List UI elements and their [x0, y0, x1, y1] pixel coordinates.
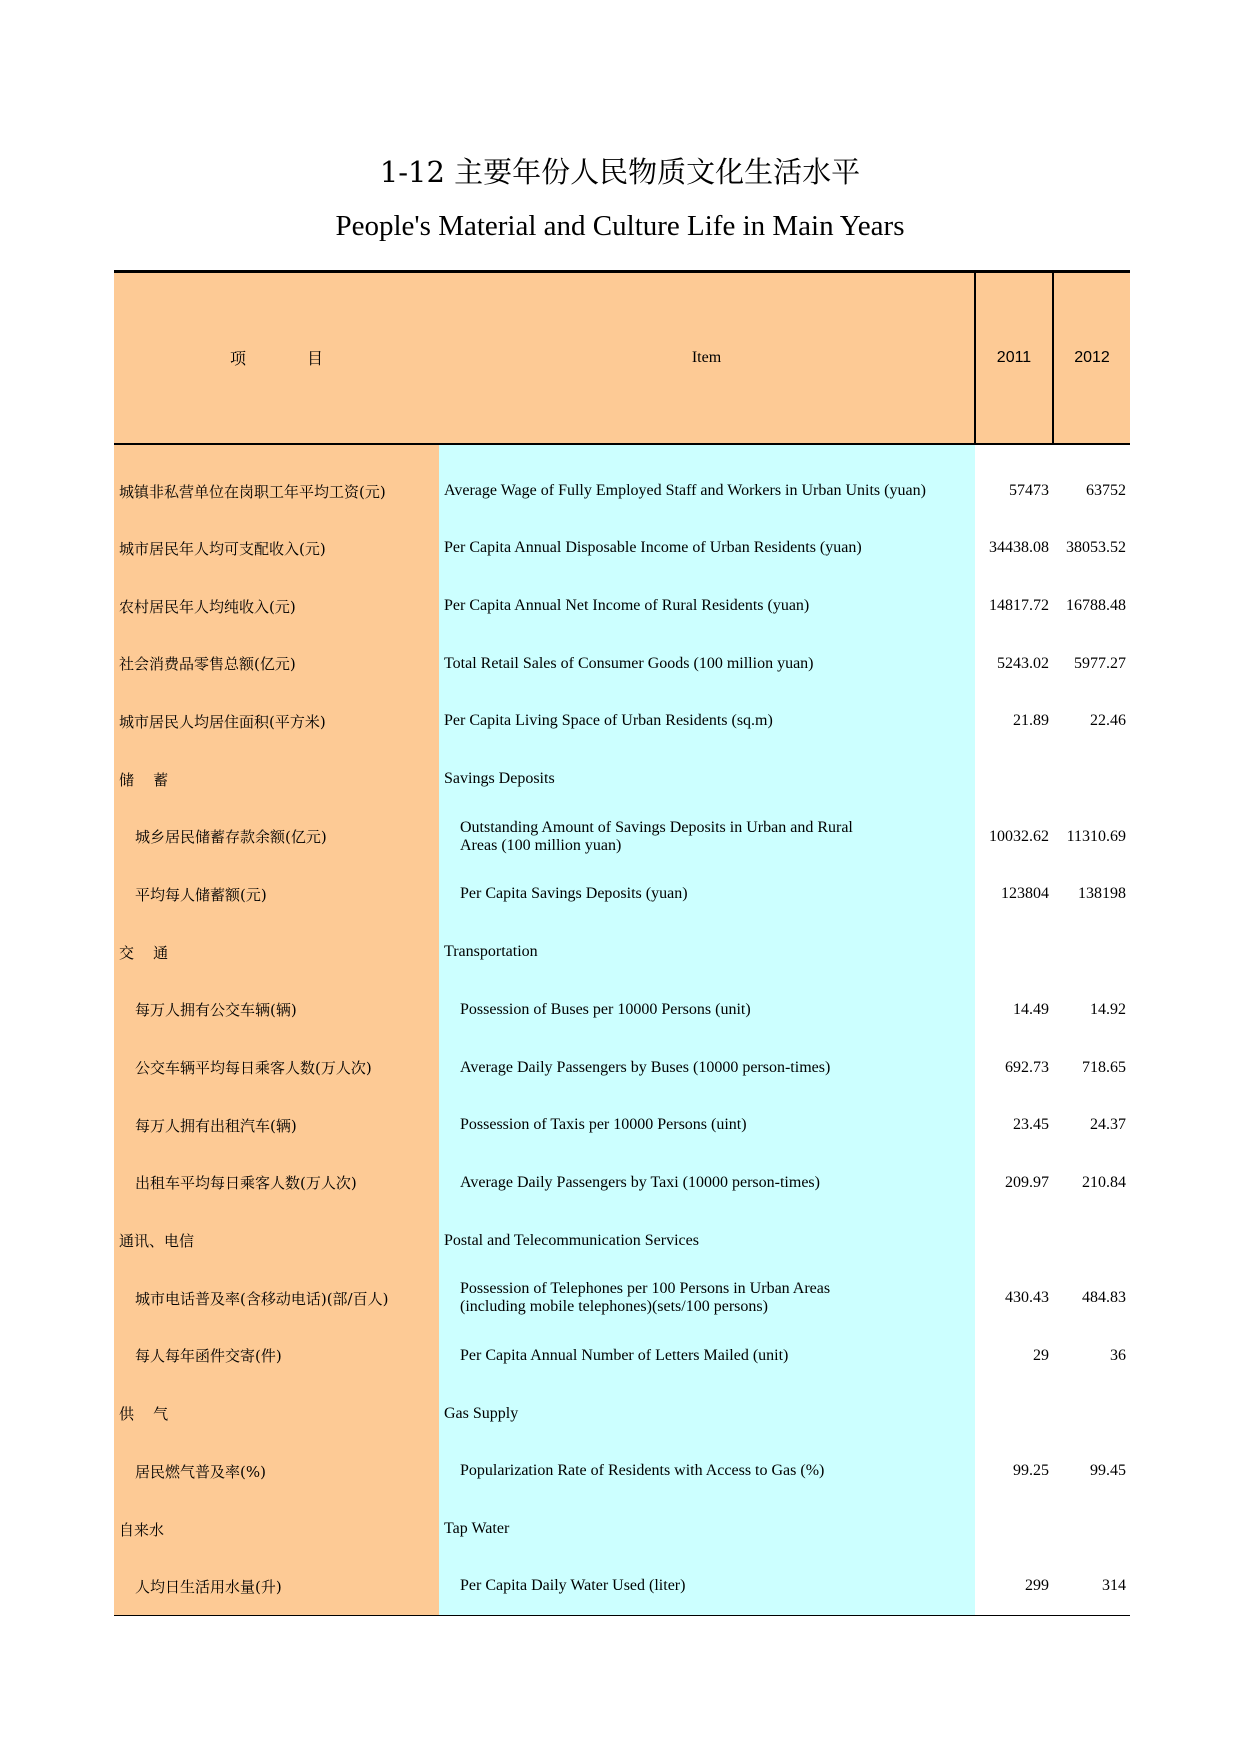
value-2012: 138198 [1078, 885, 1126, 903]
header-year-2012: 2012 [1053, 272, 1130, 444]
row-label-chinese: 供 气 [114, 1385, 439, 1443]
value-2012: 314 [1053, 1558, 1130, 1616]
table-header-row [114, 272, 1130, 444]
value-2012: 99.45 [1090, 1462, 1126, 1480]
row-label-english [439, 1039, 975, 1097]
row-label-english [439, 577, 975, 635]
header-year-2011: 2011 [975, 272, 1053, 444]
row-label-english-line: Average Wage of Fully Employed Staff and Workers in Urban Units (yuan) [444, 482, 926, 499]
row-label-english-line: Possession of Taxis per 10000 Persons (uint) [460, 1116, 747, 1134]
value-2011: 430.43 [1005, 1289, 1049, 1307]
row-label-chinese: 交 通 [114, 923, 439, 981]
row-label-english-line: Outstanding Amount of Savings Deposits in Urban and Rural [460, 818, 853, 836]
row-label-english [439, 923, 975, 981]
row-label-english-line: Average Daily Passengers by Buses (10000 person-times) [460, 1058, 831, 1076]
row-label-english-line: Savings Deposits [444, 770, 555, 788]
row-label-english-line: Per Capita Annual Number of Letters Mailed (unit) [460, 1346, 789, 1364]
row-label-english [439, 1385, 975, 1443]
value-2011 [975, 1500, 1053, 1558]
value-2011 [975, 750, 1053, 808]
table-row [114, 577, 1130, 635]
value-2012: 5977.27 [1074, 654, 1126, 672]
row-label-english [439, 750, 975, 808]
value-2012 [1053, 1212, 1130, 1270]
row-label-english-line: Per Capita Savings Deposits (yuan) [460, 885, 688, 903]
row-label-chinese: 城市居民年人均可支配收入(元) [114, 520, 439, 578]
row-label-chinese: 农村居民年人均纯收入(元) [114, 577, 439, 635]
row-label-english [439, 1212, 975, 1270]
row-label-chinese: 自来水 [114, 1500, 439, 1558]
value-2012: 24.37 [1090, 1116, 1126, 1134]
value-2011: 692.73 [1005, 1058, 1049, 1076]
table-row [114, 1212, 1130, 1270]
value-2012 [1053, 923, 1130, 981]
value-2011: 23.45 [1013, 1116, 1049, 1134]
value-2011: 99.25 [1013, 1462, 1049, 1480]
value-2012: 22.46 [1090, 712, 1126, 730]
row-label-english [439, 866, 975, 924]
value-2011: 10032.62 [989, 827, 1049, 845]
table-row [114, 444, 1130, 520]
page-title-english: People's Material and Culture Life in Main Years [335, 210, 905, 242]
row-label-english [439, 1154, 975, 1212]
row-label-chinese: 城乡居民储蓄存款余额(亿元) [114, 808, 439, 866]
table-row [114, 750, 1130, 808]
row-label-english-line: Total Retail Sales of Consumer Goods (100 million yuan) [444, 654, 814, 672]
value-2011: 209.97 [1005, 1173, 1049, 1191]
row-label-english-line: Average Daily Passengers by Taxi (10000 person-times) [460, 1173, 820, 1191]
row-label-chinese: 每万人拥有出租汽车(辆) [114, 1096, 439, 1154]
table-row [114, 1327, 1130, 1385]
row-label-english-line: Per Capita Annual Disposable Income of Urban Residents (yuan) [444, 539, 862, 557]
value-2012: 16788.48 [1066, 597, 1126, 615]
value-2011: 34438.08 [989, 539, 1049, 557]
value-2011: 5243.02 [997, 654, 1049, 672]
value-2011: 123804 [1001, 885, 1049, 903]
value-2012: 63752 [1086, 482, 1126, 499]
row-label-english-line: Possession of Telephones per 100 Persons in Urban Areas [460, 1280, 831, 1298]
row-label-english [439, 444, 975, 520]
row-label-chinese: 每人每年函件交寄(件) [114, 1327, 439, 1385]
table-row [114, 808, 1130, 866]
row-label-english-line: Transportation [444, 943, 538, 961]
table-row [114, 520, 1130, 578]
row-label-english-line: Per Capita Living Space of Urban Residents (sq.m) [444, 712, 773, 730]
table-row [114, 635, 1130, 693]
value-2012 [1053, 1385, 1130, 1443]
value-2011: 57473 [1009, 482, 1049, 499]
row-label-english-line: Areas (100 million yuan) [460, 836, 622, 854]
row-label-english-line: Per Capita Annual Net Income of Rural Residents (yuan) [444, 597, 810, 615]
row-label-chinese: 城市电话普及率(含移动电话)(部/百人) [114, 1269, 439, 1327]
row-label-chinese: 储 蓄 [114, 750, 439, 808]
value-2011 [975, 1385, 1053, 1443]
table-row [114, 1269, 1130, 1327]
value-2011: 14.49 [1013, 1000, 1049, 1018]
table-row [114, 981, 1130, 1039]
row-label-english-line: Gas Supply [444, 1404, 519, 1422]
row-label-english-line: Tap Water [444, 1520, 510, 1538]
table-row [114, 923, 1130, 981]
row-label-english [439, 1443, 975, 1501]
row-label-english [439, 635, 975, 693]
value-2012: 11310.69 [1066, 827, 1126, 845]
table-row [114, 866, 1130, 924]
table-row [114, 693, 1130, 751]
table-row [114, 1039, 1130, 1097]
row-label-chinese: 每万人拥有公交车辆(辆) [114, 981, 439, 1039]
table-row [114, 1096, 1130, 1154]
value-2012: 484.83 [1082, 1289, 1126, 1307]
value-2012: 14.92 [1090, 1000, 1126, 1018]
row-label-english-line: Per Capita Daily Water Used (liter) [460, 1577, 686, 1595]
value-2012 [1053, 750, 1130, 808]
value-2011 [975, 923, 1053, 981]
table-row [114, 1558, 1130, 1616]
table-body [114, 444, 1130, 1616]
row-label-english-line: Popularization Rate of Residents with Access to Gas (%) [460, 1462, 825, 1480]
row-label-english-line: Possession of Buses per 10000 Persons (unit) [460, 1000, 751, 1018]
row-label-chinese: 城镇非私营单位在岗职工年平均工资(元) [114, 444, 439, 520]
row-label-chinese: 居民燃气普及率(%) [114, 1443, 439, 1501]
row-label-chinese: 社会消费品零售总额(亿元) [114, 635, 439, 693]
row-label-english [439, 1269, 975, 1327]
row-label-chinese: 公交车辆平均每日乘客人数(万人次) [114, 1039, 439, 1097]
row-label-english [439, 1500, 975, 1558]
row-label-english [439, 1327, 975, 1385]
row-label-english [439, 1096, 975, 1154]
row-label-english [439, 520, 975, 578]
statistics-table [114, 270, 1130, 1616]
value-2011: 21.89 [1013, 712, 1049, 730]
value-2011: 29 [1033, 1346, 1049, 1364]
table-row [114, 1443, 1130, 1501]
value-2011: 14817.72 [989, 597, 1049, 615]
row-label-english [439, 981, 975, 1039]
value-2012: 38053.52 [1066, 539, 1126, 557]
value-2011 [975, 1212, 1053, 1270]
row-label-chinese: 出租车平均每日乘客人数(万人次) [114, 1154, 439, 1212]
row-label-chinese: 通讯、电信 [114, 1212, 439, 1270]
table-row [114, 1500, 1130, 1558]
row-label-english [439, 693, 975, 751]
row-label-chinese: 城市居民人均居住面积(平方米) [114, 693, 439, 751]
value-2012: 210.84 [1082, 1173, 1126, 1191]
row-label-english [439, 808, 975, 866]
row-label-english [439, 1558, 975, 1616]
header-item-english: Item [439, 272, 975, 444]
header-item-chinese: 项 目 [114, 272, 439, 444]
row-label-chinese: 平均每人储蓄额(元) [114, 866, 439, 924]
value-2012 [1053, 1500, 1130, 1558]
value-2012: 718.65 [1082, 1058, 1126, 1076]
value-2011: 299 [975, 1558, 1053, 1616]
row-label-english-line: (including mobile telephones)(sets/100 persons) [460, 1298, 768, 1316]
page-title-chinese: 1-12 主要年份人民物质文化生活水平 [379, 155, 861, 189]
row-label-chinese: 人均日生活用水量(升) [114, 1558, 439, 1616]
row-label-english-line: Postal and Telecommunication Services [444, 1231, 699, 1249]
table-row [114, 1154, 1130, 1212]
value-2012: 36 [1110, 1346, 1126, 1364]
table-row [114, 1385, 1130, 1443]
